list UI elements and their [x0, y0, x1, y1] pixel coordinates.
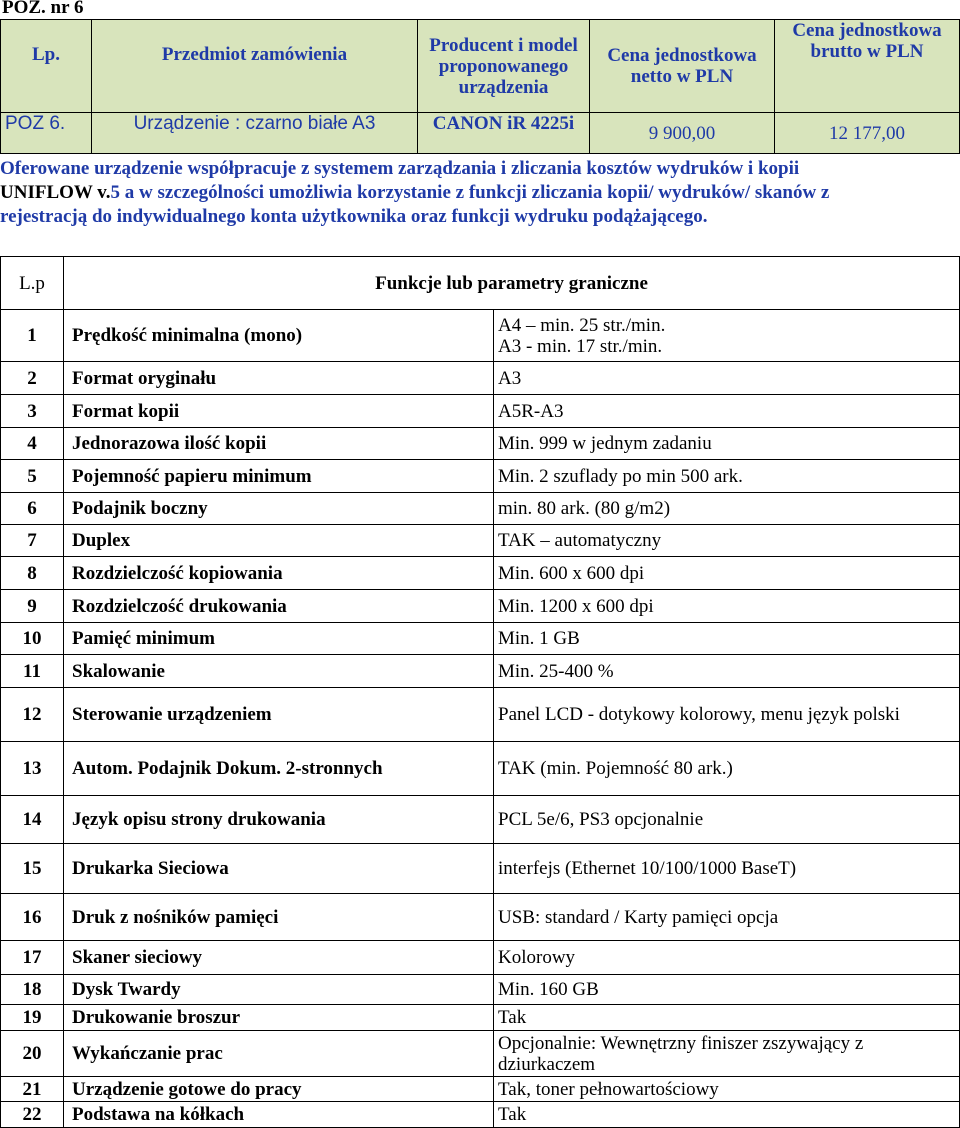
- parameter-row: [1, 395, 960, 428]
- parameter-number: 7: [1, 525, 64, 557]
- parameter-row: [1, 428, 960, 460]
- parameter-number: 9: [1, 590, 64, 623]
- parameter-value: [494, 796, 960, 844]
- parameter-value: [494, 428, 960, 460]
- parameter-name: Dysk Twardy: [64, 975, 494, 1005]
- parameter-value-line: Opcjonalnie: Wewnętrzny finiszer zszywający z: [498, 1032, 864, 1054]
- parameter-value-line: Min. 2 szuflady po min 500 ark.: [498, 465, 743, 487]
- parameter-name: Format oryginału: [64, 362, 494, 395]
- parameter-value-line: Min. 999 w jednym zadaniu: [498, 433, 712, 454]
- parameter-value-line: PCL 5e/6, PS3 opcjonalnie: [498, 809, 704, 830]
- parameter-value: [494, 525, 960, 557]
- parameter-value: [494, 362, 960, 395]
- parameter-number: 8: [1, 557, 64, 590]
- parameters-header: [1, 257, 960, 310]
- parameter-value: [494, 1077, 960, 1102]
- parameter-value: [494, 493, 960, 525]
- parameter-number: 18: [1, 975, 64, 1005]
- parameter-row: [1, 655, 960, 688]
- parameter-value-line: Panel LCD - dotykowy kolorowy, menu język polski: [498, 704, 900, 725]
- parameter-name: Urządzenie gotowe do pracy: [64, 1077, 494, 1102]
- parameter-name: Autom. Podajnik Dokum. 2-stronnych: [64, 742, 494, 796]
- header-subject: Przedmiot zamówienia: [92, 20, 418, 113]
- parameter-value: [494, 623, 960, 655]
- uniflow-note: [0, 157, 955, 229]
- parameter-row: [1, 525, 960, 557]
- parameter-value-line: Min. 160 GB: [498, 979, 599, 1000]
- parameter-row: [1, 310, 960, 362]
- parameter-row: [1, 1077, 960, 1102]
- parameter-value: [494, 941, 960, 975]
- parameter-number: 13: [1, 742, 64, 796]
- price-table-header: [1, 20, 960, 113]
- parameter-number: 17: [1, 941, 64, 975]
- parameter-name: Format kopii: [64, 395, 494, 428]
- parameter-name: Wykańczanie prac: [64, 1031, 494, 1077]
- parameter-number: 15: [1, 844, 64, 894]
- parameter-name: Sterowanie urządzeniem: [64, 688, 494, 742]
- parameter-name: Druk z nośników pamięci: [64, 894, 494, 941]
- parameter-number: 6: [1, 493, 64, 525]
- parameter-value: [494, 844, 960, 894]
- parameter-name: Skaner sieciowy: [64, 941, 494, 975]
- parameter-number: 11: [1, 655, 64, 688]
- parameter-number: 4: [1, 428, 64, 460]
- parameter-value-line: TAK (min. Pojemność 80 ark.): [498, 758, 733, 779]
- row-subject: Urządzenie : czarno białe A3: [92, 113, 418, 154]
- parameter-row: [1, 1031, 960, 1077]
- parameter-value-line: Min. 1 GB: [498, 628, 580, 649]
- parameter-name: Duplex: [64, 525, 494, 557]
- page-title: POZ. nr 6: [2, 0, 84, 18]
- parameter-row: [1, 894, 960, 941]
- parameter-name: Język opisu strony drukowania: [64, 796, 494, 844]
- parameter-row: [1, 557, 960, 590]
- parameter-name: Podstawa na kółkach: [64, 1102, 494, 1128]
- parameter-value: [494, 655, 960, 688]
- header-netto: Cena jednostkowa netto w PLN: [590, 20, 775, 113]
- parameter-value-line: A5R-A3: [498, 400, 564, 422]
- parameter-value-line: Tak, toner pełnowartościowy: [498, 1078, 719, 1100]
- parameter-value-line-2: dziurkaczem: [498, 1053, 596, 1075]
- parameter-number: 14: [1, 796, 64, 844]
- header-producer: Producent i model proponowanego urządzenia: [418, 20, 590, 113]
- parameter-number: 22: [1, 1102, 64, 1128]
- parameter-name: Pojemność papieru minimum: [64, 460, 494, 493]
- parameter-name: Drukarka Sieciowa: [64, 844, 494, 894]
- parameter-row: [1, 941, 960, 975]
- note-line-2: [0, 181, 955, 205]
- parameter-row: [1, 1102, 960, 1128]
- parameter-value: [494, 1102, 960, 1128]
- parameter-name: Skalowanie: [64, 655, 494, 688]
- parameter-value-line: interfejs (Ethernet 10/100/1000 BaseT): [498, 858, 797, 879]
- parameter-row: [1, 742, 960, 796]
- note-line-2b: 5 a w szczególności umożliwia korzystanie z funkcji zliczania kopii/ wydruków/ skanów z: [110, 182, 830, 203]
- parameter-value: [494, 310, 960, 362]
- parameter-value-line: Min. 1200 x 600 dpi: [498, 595, 654, 617]
- parameter-value-line: min. 80 ark. (80 g/m2): [498, 498, 671, 519]
- parameter-value: [494, 975, 960, 1005]
- parameter-number: 10: [1, 623, 64, 655]
- parameter-number: 21: [1, 1077, 64, 1102]
- parameter-value: [494, 742, 960, 796]
- parameter-row: [1, 1005, 960, 1031]
- parameter-value: [494, 688, 960, 742]
- parameter-name: Rozdzielczość drukowania: [64, 590, 494, 623]
- parameter-row: [1, 688, 960, 742]
- parameter-value-line: Tak: [498, 1104, 527, 1125]
- note-line-2a: UNIFLOW v.: [0, 182, 111, 203]
- parameter-value: [494, 590, 960, 623]
- parameter-value: [494, 1031, 960, 1077]
- parameter-value-line-2: A3 - min. 17 str./min.: [498, 335, 663, 357]
- parameter-row: [1, 975, 960, 1005]
- parameter-name: Podajnik boczny: [64, 493, 494, 525]
- parameter-row: [1, 623, 960, 655]
- parameter-value-line: Tak: [498, 1007, 527, 1028]
- parameter-row: [1, 460, 960, 493]
- row-brutto: 12 177,00: [775, 113, 960, 154]
- parameter-number: 19: [1, 1005, 64, 1031]
- row-lp: POZ 6.: [1, 113, 92, 154]
- parameters-header-title: Funkcje lub parametry graniczne: [64, 257, 960, 310]
- parameter-number: 1: [1, 310, 64, 362]
- parameter-value-line: TAK – automatyczny: [498, 530, 662, 551]
- parameter-number: 16: [1, 894, 64, 941]
- parameter-name: Jednorazowa ilość kopii: [64, 428, 494, 460]
- parameter-value-line: A4 – min. 25 str./min.: [498, 314, 666, 336]
- parameter-name: Prędkość minimalna (mono): [64, 310, 494, 362]
- parameter-value-line: Kolorowy: [498, 947, 576, 968]
- note-line-3: rejestracją do indywidualnego konta użytkownika oraz funkcji wydruku podążającego.: [0, 206, 708, 227]
- parameter-name: Rozdzielczość kopiowania: [64, 557, 494, 590]
- price-table: [0, 19, 960, 154]
- price-table-row: [1, 113, 960, 154]
- parameter-number: 12: [1, 688, 64, 742]
- parameter-value-line: Min. 25-400 %: [498, 660, 614, 682]
- row-producer: CANON iR 4225i: [418, 113, 590, 154]
- parameter-row: [1, 796, 960, 844]
- parameter-name: Drukowanie broszur: [64, 1005, 494, 1031]
- parameter-row: [1, 493, 960, 525]
- parameter-row: [1, 362, 960, 395]
- parameter-value: [494, 557, 960, 590]
- header-brutto: Cena jednostkowa brutto w PLN: [775, 20, 960, 113]
- parameter-value-line: Min. 600 x 600 dpi: [498, 562, 645, 584]
- parameter-number: 2: [1, 362, 64, 395]
- parameter-row: [1, 844, 960, 894]
- note-line-1: Oferowane urządzenie współpracuje z systemem zarządzania i zliczania kosztów wydruków i kopii: [0, 158, 800, 179]
- parameter-value-line: USB: standard / Karty pamięci opcja: [498, 906, 779, 928]
- parameter-value: [494, 894, 960, 941]
- parameter-value: [494, 1005, 960, 1031]
- parameter-value-line: A3: [498, 367, 522, 389]
- parameters-table: [0, 256, 960, 1128]
- header-lp: Lp.: [1, 20, 92, 113]
- parameter-number: 5: [1, 460, 64, 493]
- parameters-header-lp: L.p: [1, 257, 64, 310]
- parameter-name: Pamięć minimum: [64, 623, 494, 655]
- parameter-row: [1, 590, 960, 623]
- parameter-value: [494, 460, 960, 493]
- parameter-number: 20: [1, 1031, 64, 1077]
- parameter-value: [494, 395, 960, 428]
- row-netto: 9 900,00: [590, 113, 775, 154]
- parameter-number: 3: [1, 395, 64, 428]
